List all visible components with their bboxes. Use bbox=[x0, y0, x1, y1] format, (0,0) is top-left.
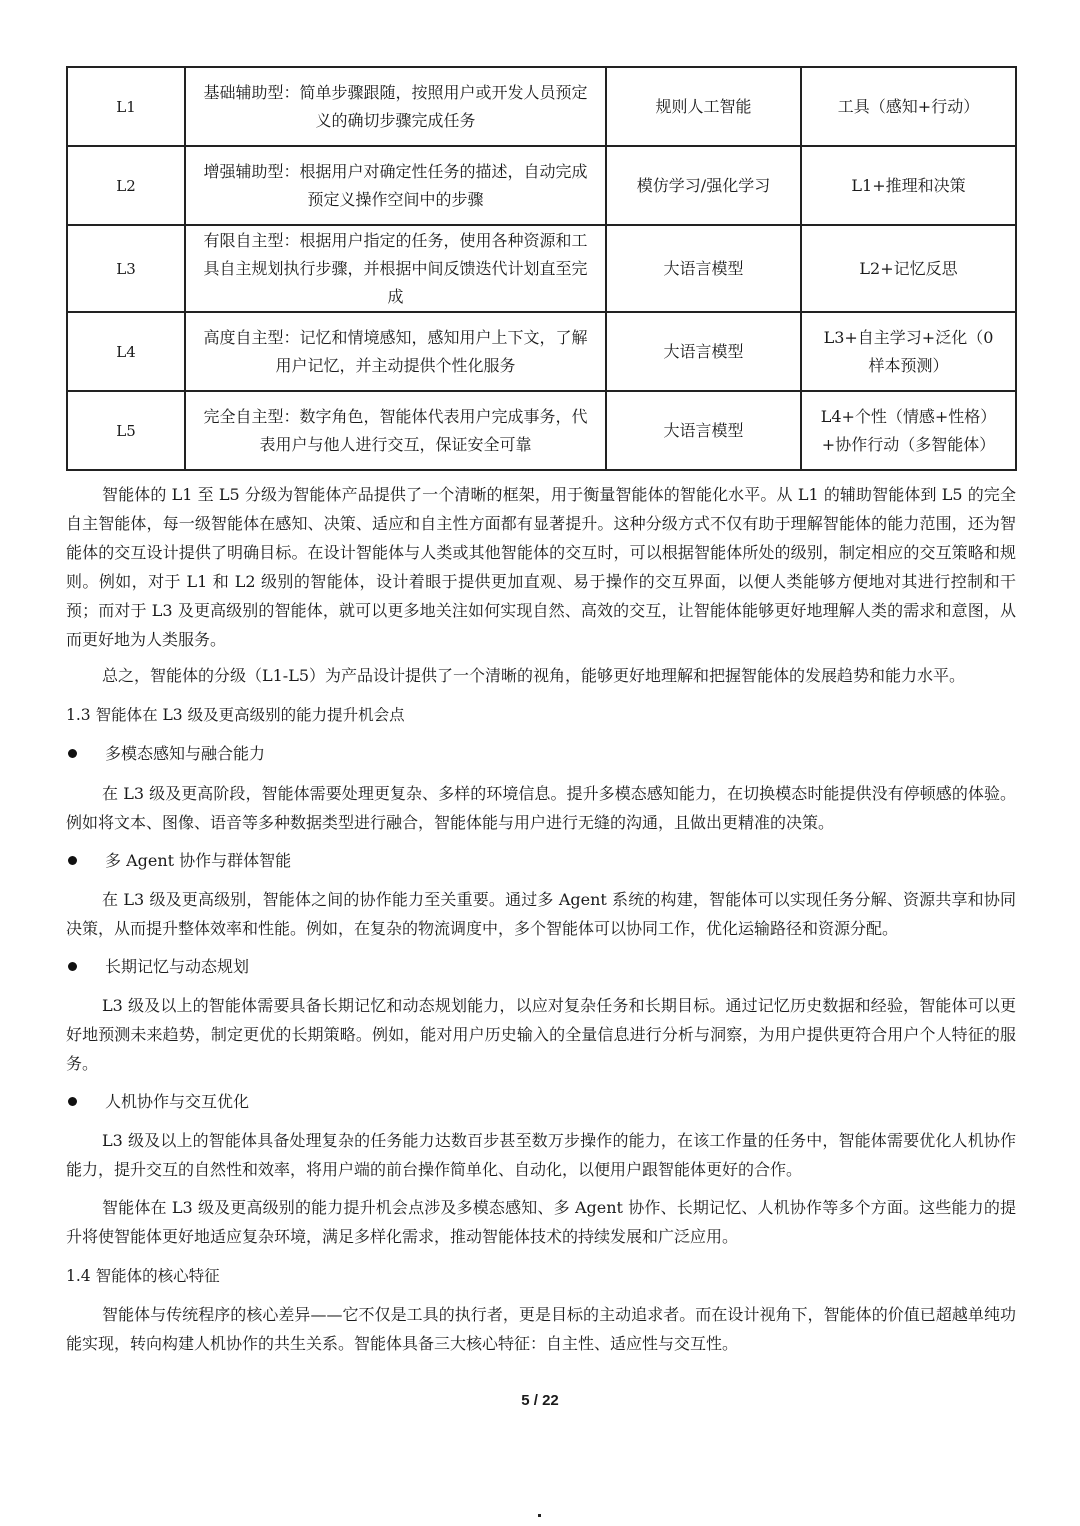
description-cell: 高度自主型：记忆和情境感知，感知用户上下文，了解用户记忆，并主动提供个性化服务 bbox=[185, 312, 606, 391]
table-row bbox=[67, 391, 1016, 470]
bullet-icon bbox=[68, 1097, 77, 1106]
description-cell: 增强辅助型：根据用户对确定性任务的描述，自动完成预定义操作空间中的步骤 bbox=[185, 146, 606, 225]
paragraph-opportunity-summary: 智能体在 L3 级及更高级别的能力提升机会点涉及多模态感知、多 Agent 协作、长期记忆、人机协作等多个方面。这些能力的提升将使智能体更好地适应复杂环境，满足多样化需求，推动智能体技术的持续发展和广泛应用。 bbox=[66, 1198, 1016, 1246]
description-cell: 有限自主型：根据用户指定的任务，使用各种资源和工具自主规划执行步骤，并根据中间反馈迭代计划直至完成 bbox=[185, 225, 606, 312]
paragraph-conclusion: 总之，智能体的分级（L1-L5）为产品设计提供了一个清晰的视角，能够更好地理解和把握智能体的发展趋势和能力水平。 bbox=[102, 666, 966, 685]
bullet-item-long-term-memory bbox=[66, 952, 249, 981]
level-cell: L1 bbox=[67, 67, 185, 146]
level-cell: L4 bbox=[67, 312, 185, 391]
table-row bbox=[67, 146, 1016, 225]
section-heading-1-3: 1.3 智能体在 L3 级及更高级别的能力提升机会点 bbox=[66, 706, 405, 724]
bullet-item-multi-agent bbox=[66, 846, 291, 875]
bullet-label: 多 Agent 协作与群体智能 bbox=[105, 851, 292, 870]
table-row bbox=[67, 225, 1016, 312]
table-row bbox=[67, 67, 1016, 146]
technology-cell: 大语言模型 bbox=[606, 225, 801, 312]
paragraph-multimodal: 在 L3 级及更高阶段，智能体需要处理更复杂、多样的环境信息。提升多模态感知能力，在切换模态时能提供没有停顿感的体验。例如将文本、图像、语音等多种数据类型进行融合，智能体能与用户进行无缝的沟通，且做出更精准的决策。 bbox=[66, 784, 1016, 832]
bullet-item-human-machine bbox=[66, 1087, 249, 1116]
level-cell: L2 bbox=[67, 146, 185, 225]
paragraph-core-features: 智能体与传统程序的核心差异——它不仅是工具的执行者，更是目标的主动追求者。而在设计视角下，智能体的价值已超越单纯功能实现，转向构建人机协作的共生关系。智能体具备三大核心特征：自主性、适应性与交互性。 bbox=[66, 1305, 1016, 1353]
capability-cell: L1+推理和决策 bbox=[801, 146, 1016, 225]
level-cell: L5 bbox=[67, 391, 185, 470]
bullet-icon bbox=[68, 856, 77, 865]
bullet-label: 人机协作与交互优化 bbox=[105, 1092, 250, 1111]
bullet-label: 长期记忆与动态规划 bbox=[105, 957, 250, 976]
paragraph-human-machine: L3 级及以上的智能体具备处理复杂的任务能力达数百步甚至数万步操作的能力，在该工作量的任务中，智能体需要优化人机协作能力，提升交互的自然性和效率，将用户端的前台操作简单化、自动化，以便用户跟智能体更好的合作。 bbox=[66, 1131, 1016, 1179]
table-row bbox=[67, 312, 1016, 391]
page-number: 5 / 22 bbox=[521, 1392, 559, 1409]
description-cell: 基础辅助型：简单步骤跟随，按照用户或开发人员预定义的确切步骤完成任务 bbox=[185, 67, 606, 146]
agent-levels-table bbox=[66, 66, 1017, 471]
description-cell: 完全自主型：数字角色，智能体代表用户完成事务，代表用户与他人进行交互，保证安全可靠 bbox=[185, 391, 606, 470]
paragraph-levels-summary: 智能体的 L1 至 L5 分级为智能体产品提供了一个清晰的框架，用于衡量智能体的智能化水平。从 L1 的辅助智能体到 L5 的完全自主智能体，每一级智能体在感知、决策、适应和自主性方面都有显著提升。这种分级方式不仅有助于理解智能体的能力范围，还为智能体的交互设计提供了明确目标。在设计智能体与人类或其他智能体的交互时，可以根据智能体所处的级别，制定相应的交互策略和规则。例如，对于 L1 和 L2 级别的智能体，设计着眼于提供更加直观、易于操作的交互界面，以便人类能够方便地对其进行控制和干预；而对于 L3 及更高级别的智能体，就可以更多地关注如何实现自然、高效的交互，让智能体能够更好地理解人类的需求和意图，从而更好地为人类服务。 bbox=[66, 485, 1016, 649]
bullet-label: 多模态感知与融合能力 bbox=[105, 744, 266, 763]
technology-cell: 大语言模型 bbox=[606, 312, 801, 391]
section-heading-1-4: 1.4 智能体的核心特征 bbox=[66, 1267, 220, 1285]
technology-cell: 规则人工智能 bbox=[606, 67, 801, 146]
paragraph-long-term-memory: L3 级及以上的智能体需要具备长期记忆和动态规划能力，以应对复杂任务和长期目标。通过记忆历史数据和经验，智能体可以更好地预测未来趋势，制定更优的长期策略。例如，能对用户历史输入的全量信息进行分析与洞察，为用户提供更符合用户个人特征的服务。 bbox=[66, 996, 1016, 1073]
level-cell: L3 bbox=[67, 225, 185, 312]
capability-cell: 工具（感知+行动） bbox=[801, 67, 1016, 146]
bullet-icon bbox=[68, 962, 77, 971]
technology-cell: 大语言模型 bbox=[606, 391, 801, 470]
bullet-icon bbox=[68, 749, 77, 758]
paragraph-multi-agent: 在 L3 级及更高级别，智能体之间的协作能力至关重要。通过多 Agent 系统的构建，智能体可以实现任务分解、资源共享和协同决策，从而提升整体效率和性能。例如，在复杂的物流调度中，多个智能体可以协同工作，优化运输路径和资源分配。 bbox=[66, 890, 1016, 938]
capability-cell: L4+个性（情感+性格）+协作行动（多智能体） bbox=[801, 391, 1016, 470]
scan-dot bbox=[538, 1514, 541, 1517]
technology-cell: 模仿学习/强化学习 bbox=[606, 146, 801, 225]
bullet-item-multimodal bbox=[66, 739, 265, 768]
capability-cell: L3+自主学习+泛化（0 样本预测） bbox=[801, 312, 1016, 391]
capability-cell: L2+记忆反思 bbox=[801, 225, 1016, 312]
